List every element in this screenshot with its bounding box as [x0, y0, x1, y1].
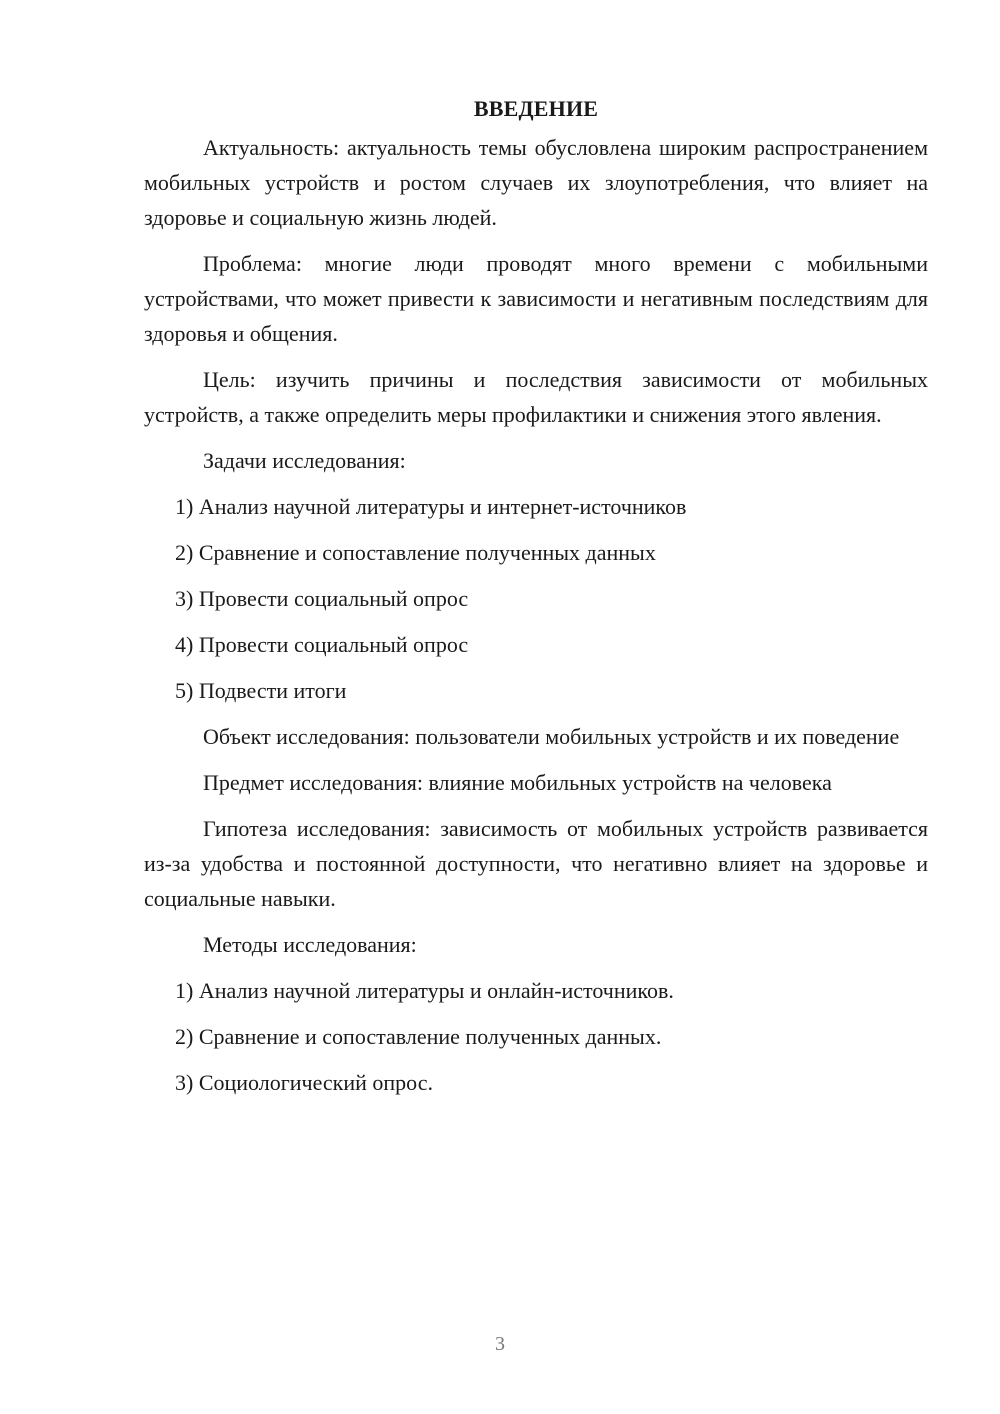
relevance-paragraph: Актуальность: актуальность темы обусловлена широким распространением мобильных устройств и ростом случаев их злоупотребления, что влияет на здоровье и социальную жизнь людей.	[144, 135, 928, 230]
list-item: 3) Провести социальный опрос	[175, 586, 469, 611]
problem-paragraph: Проблема: многие люди проводят много времени с мобильными устройствами, что может привести к зависимости и негативным последствиям для здоровья и общения.	[144, 251, 928, 346]
list-item: 2) Сравнение и сопоставление полученных данных	[175, 540, 656, 565]
hypothesis-paragraph: Гипотеза исследования: зависимость от мобильных устройств развивается из-за удобства и постоянной доступности, что негативно влияет на здоровье и социальные навыки.	[144, 816, 928, 911]
document-page	[144, 94, 928, 1111]
list-item: 3) Социологический опрос.	[175, 1070, 433, 1095]
tasks-list	[144, 489, 928, 708]
subject-paragraph: Предмет исследования: влияние мобильных устройств на человека	[203, 770, 832, 795]
goal-paragraph: Цель: изучить причины и последствия зависимости от мобильных устройств, а также определить меры профилактики и снижения этого явления.	[144, 367, 928, 427]
list-item: 5) Подвести итоги	[175, 678, 347, 703]
methods-heading: Методы исследования:	[203, 932, 417, 957]
object-paragraph: Объект исследования: пользователи мобильных устройств и их поведение	[203, 724, 900, 749]
list-item: 4) Провести социальный опрос	[175, 632, 469, 657]
list-item: 1) Анализ научной литературы и онлайн-источников.	[175, 978, 674, 1003]
methods-list	[144, 973, 928, 1100]
page-title: ВВЕДЕНИЕ	[473, 96, 599, 121]
list-item: 1) Анализ научной литературы и интернет-источников	[175, 494, 687, 519]
list-item: 2) Сравнение и сопоставление полученных данных.	[175, 1024, 662, 1049]
tasks-heading: Задачи исследования:	[203, 448, 406, 473]
page-number: 3	[495, 1333, 505, 1355]
